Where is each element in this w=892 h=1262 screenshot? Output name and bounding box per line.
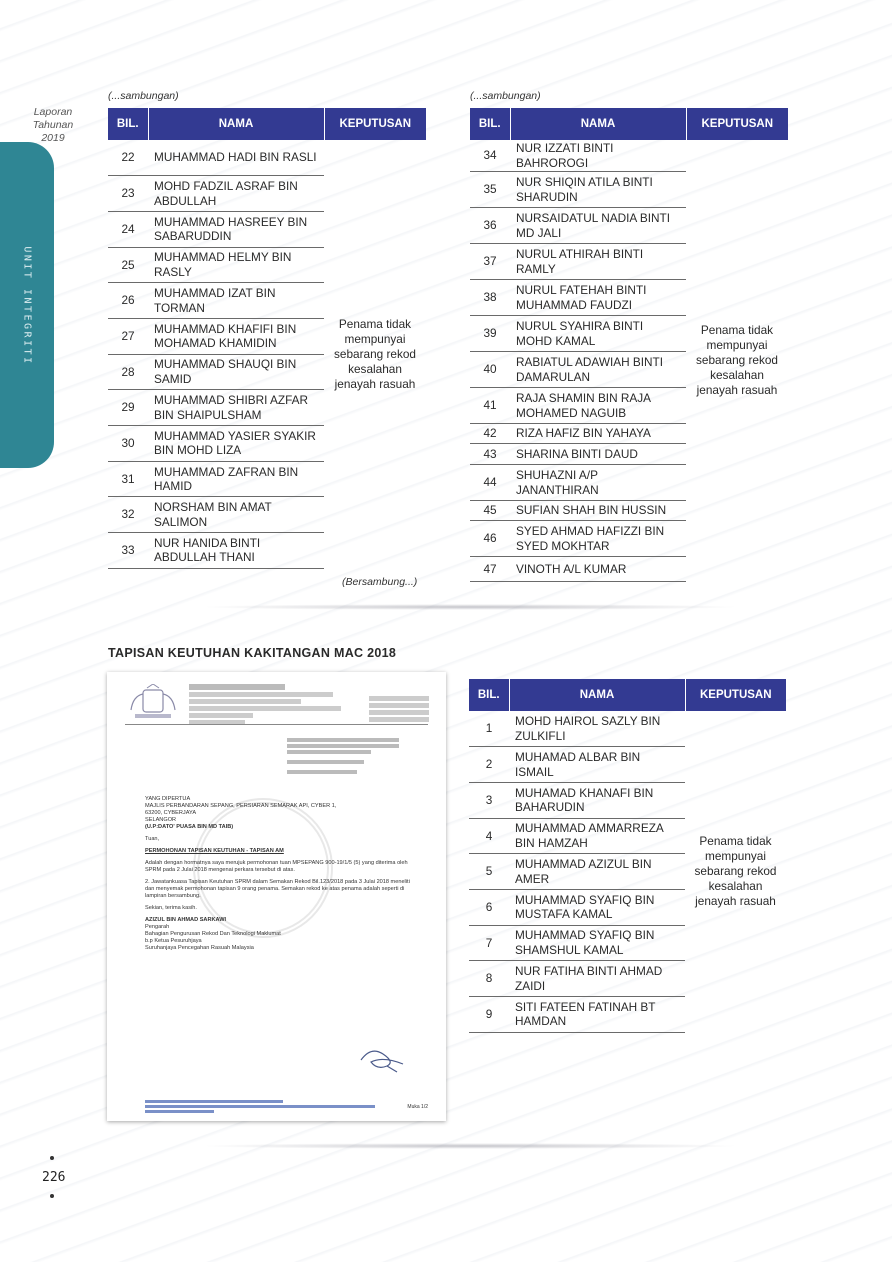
row-name: RABIATUL ADAWIAH BINTI DAMARULAN [510,352,686,388]
row-number: 40 [470,352,510,388]
letter-contact [369,696,429,722]
section-separator [200,604,740,610]
row-name: NUR FATIHA BINTI AHMAD ZAIDI [509,961,685,997]
row-name: MOHD HAIROL SAZLY BIN ZULKIFLI [509,711,685,747]
row-name: NURUL FATEHAH BINTI MUHAMMAD FAUDZI [510,280,686,316]
row-number: 34 [470,140,510,172]
header-nama: NAMA [510,108,686,140]
decision-cell: Penama tidak mempunyai sebarang rekod kesalahan jenayah rasuah [694,834,777,909]
row-name: MUHAMMAD ZAFRAN BIN HAMID [148,461,324,497]
row-number: 29 [108,390,148,426]
row-number: 24 [108,211,148,247]
row-name: NUR HANIDA BINTI ABDULLAH THANI [148,533,324,569]
row-name: RIZA HAFIZ BIN YAHAYA [510,424,686,444]
row-number: 44 [470,465,510,501]
report-label-line1: Laporan [33,106,73,118]
row-name: NURUL ATHIRAH BINTI RAMLY [510,244,686,280]
row-name: MUHAMMAD YASIER SYAKIR BIN MOHD LIZA [148,426,324,462]
letter-title-3: b.p Ketua Pesuruhjaya [145,938,202,944]
row-number: 2 [469,747,509,783]
letter-attention: (U.P:DATO' PUASA BIN MD TAIB) [145,824,234,830]
row-name: MUHAMMAD SHAUQI BIN SAMID [148,354,324,390]
letter-subject: PERMOHONAN TAPISAN KEUTUHAN - TAPISAN AM [145,848,284,854]
letter-body [145,796,415,957]
row-name: MUHAMMAD IZAT BIN TORMAN [148,283,324,319]
row-name: SHARINA BINTI DAUD [510,444,686,465]
letter-footer [145,1098,375,1115]
header-nama: NAMA [148,108,324,140]
letter-page-number: Muka 1/2 [407,1104,428,1110]
letter-title-2: Bahagian Pengurusan Rekod Dan Teknologi Maklumat [145,931,281,937]
row-number: 37 [470,244,510,280]
letter-addressee: YANG DIPERTUA [145,796,191,802]
row-name: VINOTH A/L KUMAR [510,557,686,582]
row-name: NORSHAM BIN AMAT SALIMON [148,497,324,533]
row-number: 38 [470,280,510,316]
row-name: MUHAMAD ALBAR BIN ISMAIL [509,747,685,783]
letter-references [287,736,427,776]
row-name: SITI FATEEN FATINAH BT HAMDAN [509,997,685,1033]
row-name: MUHAMMAD AZIZUL BIN AMER [509,854,685,890]
header-bil: BIL. [470,108,510,140]
report-label [22,106,84,145]
letter-address-line3: SELANGOR [145,817,177,823]
row-name: MUHAMMAD HASREEY BIN SABARUDDIN [148,211,324,247]
row-number: 47 [470,557,510,582]
row-number: 45 [470,501,510,521]
letter-salutation: Tuan, [145,836,160,842]
row-name: MOHD FADZIL ASRAF BIN ABDULLAH [148,176,324,212]
table-left [108,108,426,569]
row-number: 4 [469,818,509,854]
row-number: 9 [469,997,509,1033]
row-name: MUHAMMAD SYAFIQ BIN SHAMSHUL KAMAL [509,925,685,961]
report-label-line2: Tahunan [32,119,74,131]
continues-label: (Bersambung...) [342,576,418,588]
header-bil: BIL. [108,108,148,140]
row-number: 36 [470,208,510,244]
row-number: 8 [469,961,509,997]
letter-paragraph-1: Adalah dengan hormatnya saya merujuk permohonan tuan MPSEPANG 900-19/1/5 (5) yang diterima oleh SPRM pada 2 Julai 2018 mengenai perkara tersebut di atas. [145,860,408,873]
row-name: MUHAMMAD SHIBRI AZFAR BIN SHAIPULSHAM [148,390,324,426]
page-dot-bottom [50,1194,54,1198]
row-number: 39 [470,316,510,352]
page-dot-top [50,1156,54,1160]
coat-of-arms-icon [127,684,179,720]
table-row [470,140,788,172]
row-name: MUHAMMAD HELMY BIN RASLY [148,247,324,283]
row-number: 43 [470,444,510,465]
section-title: TAPISAN KEUTUHAN KAKITANGAN MAC 2018 [108,646,397,660]
row-name: MUHAMAD KHANAFI BIN BAHARUDIN [509,782,685,818]
letter-image [107,672,446,1121]
continued-label-left: (...sambungan) [108,90,179,102]
row-number: 7 [469,925,509,961]
table-row [108,140,426,176]
row-number: 23 [108,176,148,212]
row-number: 32 [108,497,148,533]
row-name: MUHAMMAD KHAFIFI BIN MOHAMAD KHAMIDIN [148,318,324,354]
letter-address-line2: 63200, CYBERJAYA [145,810,197,816]
letter-signatory: AZIZUL BIN AHMAD SARKAWI [145,917,227,923]
letter-title-4: Suruhanjaya Pencegahan Rasuah Malaysia [145,945,254,951]
letter-rule [125,724,428,725]
row-name: MUHAMMAD HADI BIN RASLI [148,140,324,176]
row-name: NUR SHIQIN ATILA BINTI SHARUDIN [510,172,686,208]
report-label-line3: 2019 [41,132,65,144]
row-number: 33 [108,533,148,569]
row-number: 3 [469,782,509,818]
row-name: RAJA SHAMIN BIN RAJA MOHAMED NAGUIB [510,388,686,424]
row-number: 31 [108,461,148,497]
decision-cell: Penama tidak mempunyai sebarang rekod kesalahan jenayah rasuah [334,316,416,391]
signature-icon [357,1044,409,1074]
table-section2 [469,679,786,1033]
continued-label-right: (...sambungan) [470,90,541,102]
row-name: SUFIAN SHAH BIN HUSSIN [510,501,686,521]
table-right [470,108,788,582]
row-name: SYED AHMAD HAFIZZI BIN SYED MOKHTAR [510,521,686,557]
letter-title-1: Pengarah [145,924,170,930]
decision-cell: Penama tidak mempunyai sebarang rekod kesalahan jenayah rasuah [696,323,778,398]
row-name: SHUHAZNI A/P JANANTHIRAN [510,465,686,501]
section-tab-label: UNIT INTEGRITI [21,246,33,366]
table-row [469,711,786,747]
letter-paragraph-2: 2. Jawatankuasa Tapisan Keutuhan SPRM dalam Semakan Rekod Bil.123/2018 pada 3 Julai 2018 meneliti dan menyemak permohonan tapisan 9 orang penama. Semakan rekod ke atas penama adalah seperti di lampiran bersambung. [145,879,410,899]
header-bil: BIL. [469,679,509,711]
row-number: 22 [108,140,148,176]
header-keputusan: KEPUTUSAN [685,679,786,711]
letter-address-line1: MAJLIS PERBANDARAN SEPANG, PERSIARAN SEMARAK API, CYBER 1, [145,803,337,809]
header-keputusan: KEPUTUSAN [324,108,426,140]
row-number: 26 [108,283,148,319]
row-number: 5 [469,854,509,890]
row-name: MUHAMMAD SYAFIQ BIN MUSTAFA KAMAL [509,889,685,925]
row-name: NURSAIDATUL NADIA BINTI MD JALI [510,208,686,244]
bottom-separator [200,1143,740,1149]
row-number: 1 [469,711,509,747]
row-name: MUHAMMAD AMMARREZA BIN HAMZAH [509,818,685,854]
row-number: 28 [108,354,148,390]
letter-closing: Sekian, terima kasih. [145,905,197,911]
letter-header [189,684,349,725]
row-number: 27 [108,318,148,354]
header-keputusan: KEPUTUSAN [686,108,788,140]
page-number: 226 [42,1170,66,1185]
row-name: NUR IZZATI BINTI BAHROROGI [510,140,686,172]
row-number: 6 [469,889,509,925]
row-number: 30 [108,426,148,462]
row-number: 46 [470,521,510,557]
row-number: 25 [108,247,148,283]
row-number: 35 [470,172,510,208]
row-name: NURUL SYAHIRA BINTI MOHD KAMAL [510,316,686,352]
row-number: 42 [470,424,510,444]
header-nama: NAMA [509,679,685,711]
row-number: 41 [470,388,510,424]
